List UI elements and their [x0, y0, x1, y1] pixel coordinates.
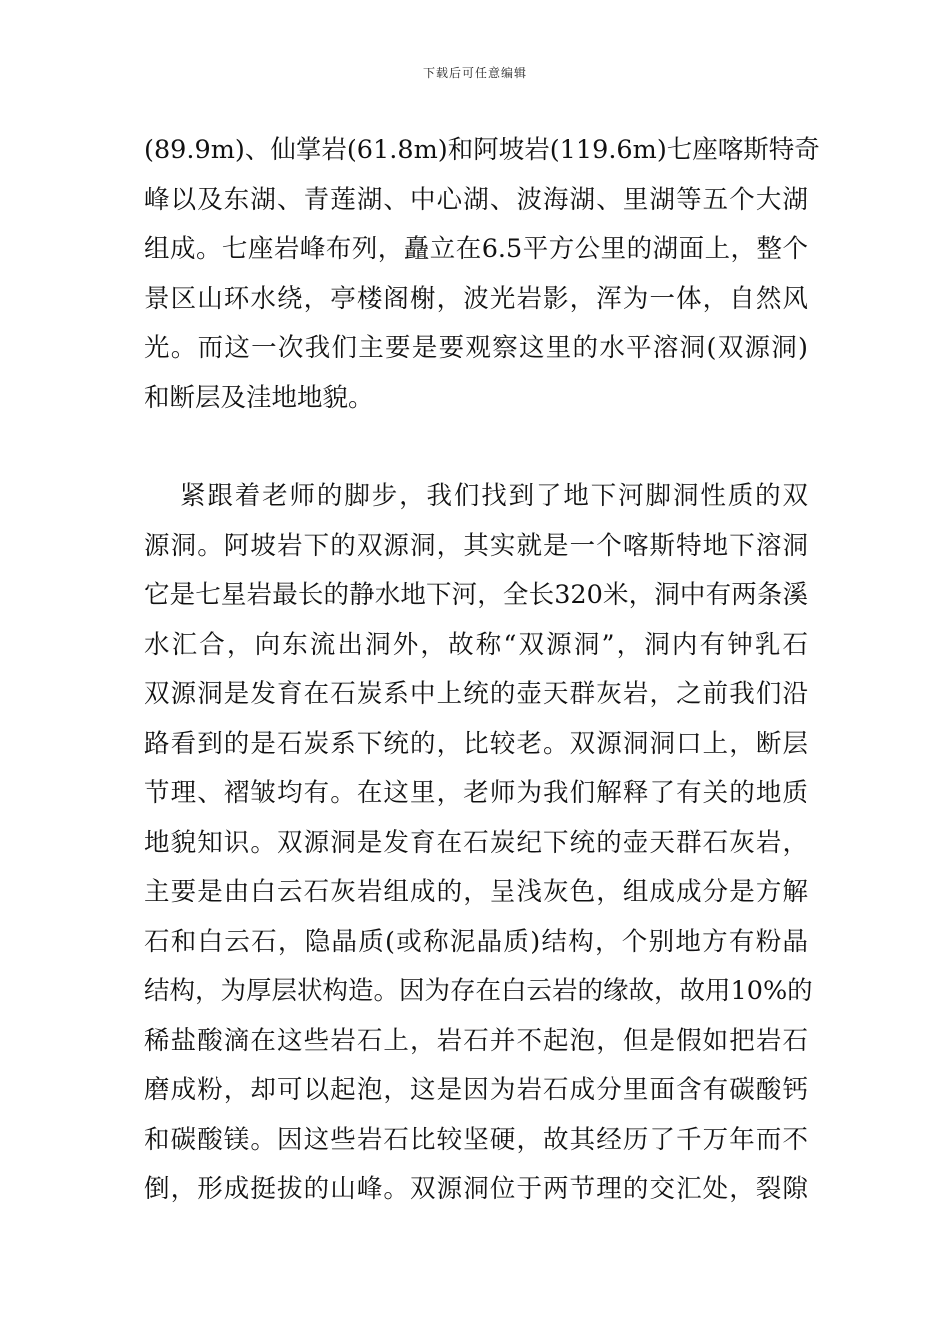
paragraph-2-line: 和碳酸镁。因这些岩石比较坚硬，故其经历了千万年而不: [144, 1124, 808, 1155]
paragraph-1-line: 和断层及洼地地貌。: [144, 382, 374, 413]
paragraph-2-line: 稀盐酸滴在这些岩石上，岩石并不起泡，但是假如把岩石: [144, 1025, 808, 1056]
paragraph-2-line: 结构，为厚层状构造。因为存在白云岩的缘故，故用10%的: [144, 976, 813, 1006]
paragraph-2-line: 节理、褶皱均有。在这里，老师为我们解释了有关的地质: [144, 778, 808, 808]
paragraph-1-line: (89.9m)、仙掌岩(61.8m)和阿坡岩(119.6m)七座喀斯特奇: [144, 135, 820, 165]
paragraph-2-line: 石和白云石，隐晶质(或称泥晶质)结构，个别地方有粉晶: [144, 926, 808, 957]
paragraph-1-line: 景区山环水绕，亭楼阁榭，波光岩影，浑为一体，自然风: [144, 283, 808, 314]
paragraph-2-line: 地貌知识。双源洞是发育在石炭纪下统的壶天群石灰岩，: [144, 827, 808, 858]
paragraph-2-line: 它是七星岩最长的静水地下河，全长320米，洞中有两条溪: [144, 580, 808, 610]
paragraph-2: [144, 472, 813, 1215]
paragraph-1-line: 组成。七座岩峰布列，矗立在6.5平方公里的湖面上，整个: [144, 234, 808, 264]
paragraph-1-line: 峰以及东湖、青莲湖、中心湖、波海湖、里湖等五个大湖: [144, 184, 808, 215]
paragraph-2-line: 双源洞是发育在石炭系中上统的壶天群灰岩，之前我们沿: [144, 679, 808, 709]
paragraph-1: [144, 126, 820, 423]
paragraph-2-line: 路看到的是石炭系下统的，比较老。双源洞洞口上，断层: [144, 728, 808, 759]
page-header: 下载后可任意编辑: [422, 66, 527, 80]
paragraph-2-line: 源洞。阿坡岩下的双源洞，其实就是一个喀斯特地下溶洞: [144, 530, 808, 561]
paragraph-2-line: 主要是由白云石灰岩组成的，呈浅灰色，组成成分是方解: [144, 877, 808, 907]
paragraph-1-line: 光。而这一次我们主要是要观察这里的水平溶洞(双源洞): [144, 333, 808, 363]
paragraph-2-line: 紧跟着老师的脚步，我们找到了地下河脚洞性质的双: [180, 481, 808, 511]
paragraph-2-line: 倒，形成挺拔的山峰。双源洞位于两节理的交汇处，裂隙: [144, 1174, 808, 1204]
paragraph-2-line: 磨成粉，却可以起泡，这是因为岩石成分里面含有碳酸钙: [144, 1075, 808, 1105]
paragraph-2-line: 水汇合，向东流出洞外，故称“双源洞”，洞内有钟乳石: [144, 629, 808, 660]
